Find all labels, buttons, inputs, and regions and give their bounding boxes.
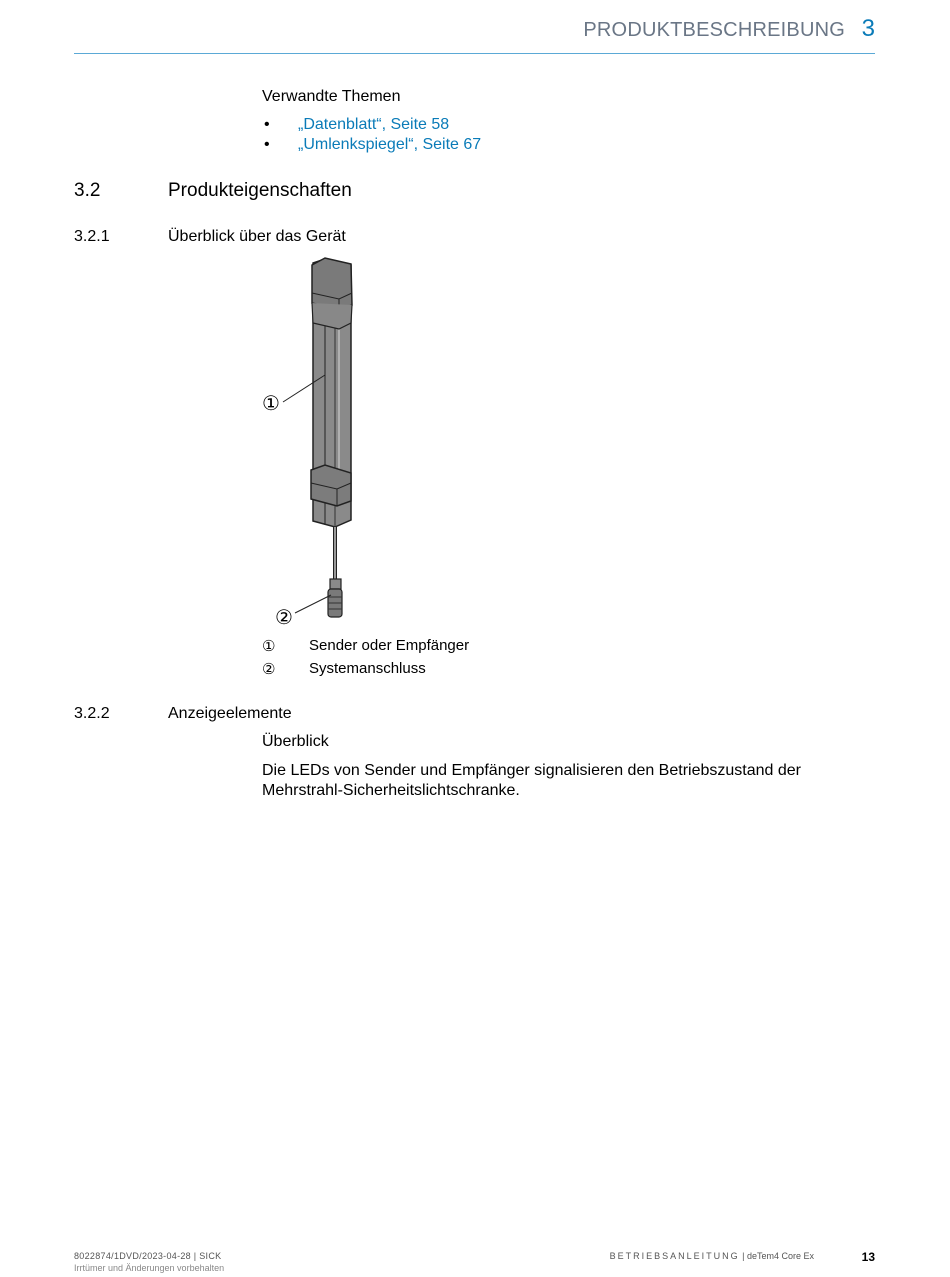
related-topics-list xyxy=(262,116,481,156)
related-link-umlenkspiegel[interactable]: • „Umlenkspiegel“, Seite 67 xyxy=(264,136,482,153)
header-divider xyxy=(74,53,875,54)
subsection-number: 3.2.2 xyxy=(74,705,110,722)
legend-number: ① xyxy=(262,638,276,655)
chapter-number: 3 xyxy=(861,15,875,42)
footer-product-name: | deTem4 Core Ex xyxy=(742,1251,814,1261)
footer-doc-type: BETRIEBSANLEITUNG xyxy=(609,1251,740,1261)
section-number: 3.2 xyxy=(74,180,101,201)
subsection-title: Anzeigeelemente xyxy=(168,705,292,722)
subsection-title: Überblick über das Gerät xyxy=(168,228,346,245)
bullet: • xyxy=(264,116,270,133)
footer-doc-id: 8022874/1DVD/2023-04-28 | SICK xyxy=(74,1251,222,1261)
section-title: Produkteigenschaften xyxy=(168,180,352,201)
callout-1: ① xyxy=(262,391,280,415)
device-illustration xyxy=(255,255,375,635)
legend-text: Sender oder Empfänger xyxy=(309,637,470,654)
footer-disclaimer: Irrtümer und Änderungen vorbehalten xyxy=(74,1263,225,1273)
subsection-number: 3.2.1 xyxy=(74,228,110,245)
bullet: • xyxy=(264,136,270,153)
running-header-title: PRODUKTBESCHREIBUNG xyxy=(583,19,845,41)
legend-number: ② xyxy=(262,661,276,678)
legend-text: Systemanschluss xyxy=(309,660,426,677)
overview-heading: Überblick xyxy=(262,733,329,750)
related-link-datenblatt[interactable]: • „Datenblatt“, Seite 58 xyxy=(264,116,450,133)
callout-2: ② xyxy=(275,605,293,629)
overview-paragraph: Die LEDs von Sender und Empfänger signalisieren den Betriebszustand der Mehrstrahl-Sicherheitslichtschranke. xyxy=(262,762,801,799)
related-topics-title: Verwandte Themen xyxy=(262,88,401,105)
top-cap xyxy=(312,258,352,310)
footer-product xyxy=(610,1251,814,1261)
page-number: 13 xyxy=(861,1250,875,1264)
